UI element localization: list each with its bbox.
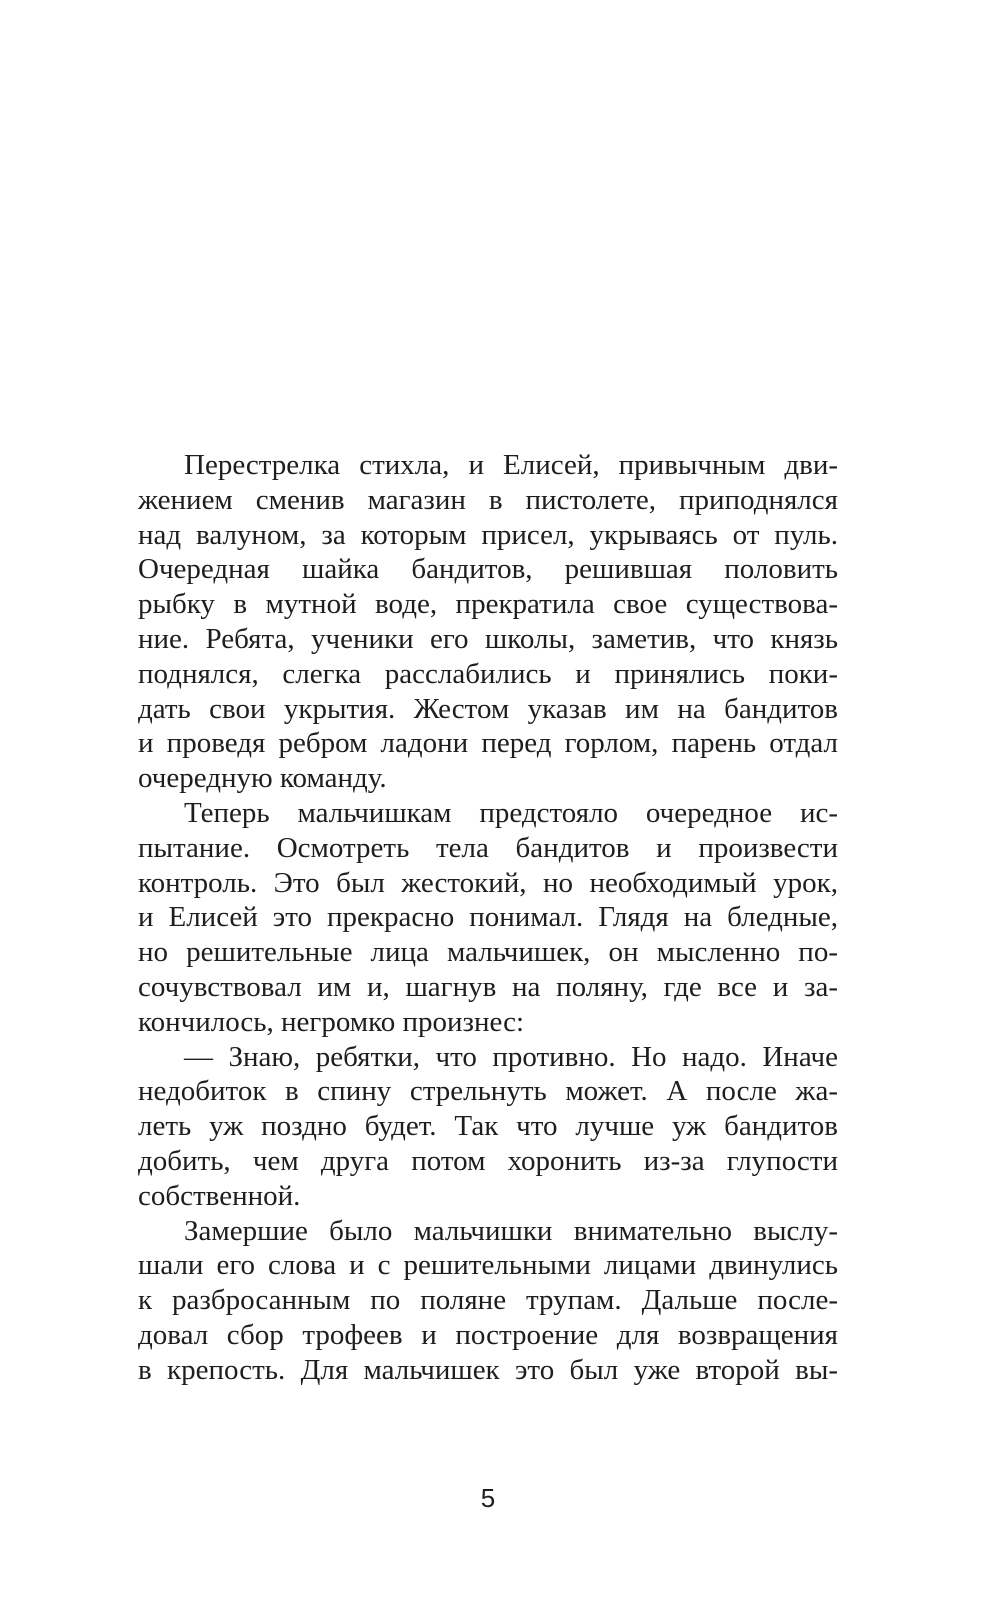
paragraph-2-line-4: и Елисей это прекрасно понимал. Глядя на бледные, — [138, 901, 838, 934]
paragraph-4-line-3: к разбросанным по поляне трупам. Дальше после- — [138, 1284, 838, 1317]
paragraph-2-line-6: сочувствовал им и, шагнув на поляну, где все и за- — [138, 970, 838, 1003]
paragraph-2-line-5: но решительные лица мальчишек, он мысленно по- — [138, 936, 838, 969]
paragraph-1-line-6: ние. Ребята, ученики его школы, заметив, что князь — [138, 622, 838, 655]
page-number: 5 — [480, 1483, 496, 1513]
paragraph-1-line-5: рыбку в мутной воде, прекратила свое существова- — [138, 588, 838, 621]
paragraph-2-line-2: пытание. Осмотреть тела бандитов и произвести — [138, 831, 838, 864]
paragraph-1-line-8: дать свои укрытия. Жестом указав им на бандитов — [138, 692, 838, 725]
paragraph-4-line-5: в крепость. Для мальчишек это был уже второй вы- — [138, 1353, 838, 1386]
paragraph-4-line-2: шали его слова и с решительными лицами двинулись — [138, 1249, 838, 1282]
paragraph-4-line-1: Замершие было мальчишки внимательно выслу- — [184, 1214, 838, 1247]
paragraph-1-line-3: над валуном, за которым присел, укрываясь от пуль. — [138, 518, 838, 551]
paragraph-3-line-2: недобиток в спину стрельнуть может. А после жа- — [138, 1075, 838, 1108]
paragraph-3-line-3: леть уж поздно будет. Так что лучше уж бандитов — [138, 1110, 838, 1143]
paragraph-2-line-1: Теперь мальчишкам предстояло очередное ис- — [184, 796, 838, 829]
paragraph-1-line-10: очередную команду. — [138, 762, 387, 795]
paragraph-2-line-3: контроль. Это был жестокий, но необходимый урок, — [138, 866, 838, 899]
paragraph-3-line-1: — Знаю, ребятки, что противно. Но надо. Иначе — [184, 1040, 838, 1073]
paragraph-4-line-4: довал сбор трофеев и построение для возвращения — [138, 1318, 838, 1351]
body-text — [138, 448, 838, 1388]
paragraph-3-line-5: собственной. — [138, 1179, 301, 1212]
paragraph-2-line-7: кончилось, негромко произнес: — [138, 1005, 525, 1038]
paragraph-1-line-2: жением сменив магазин в пистолете, приподнялся — [138, 483, 838, 516]
paragraph-3-line-4: добить, чем друга потом хоронить из-за глупости — [138, 1144, 838, 1177]
paragraph-1-line-7: поднялся, слегка расслабились и принялись поки- — [138, 657, 838, 690]
paragraph-1-line-1: Перестрелка стихла, и Елисей, привычным дви- — [184, 449, 838, 481]
paragraph-1-line-4: Очередная шайка бандитов, решившая половить — [138, 553, 838, 586]
paragraph-1-line-9: и проведя ребром ладони перед горлом, парень отдал — [138, 727, 838, 760]
